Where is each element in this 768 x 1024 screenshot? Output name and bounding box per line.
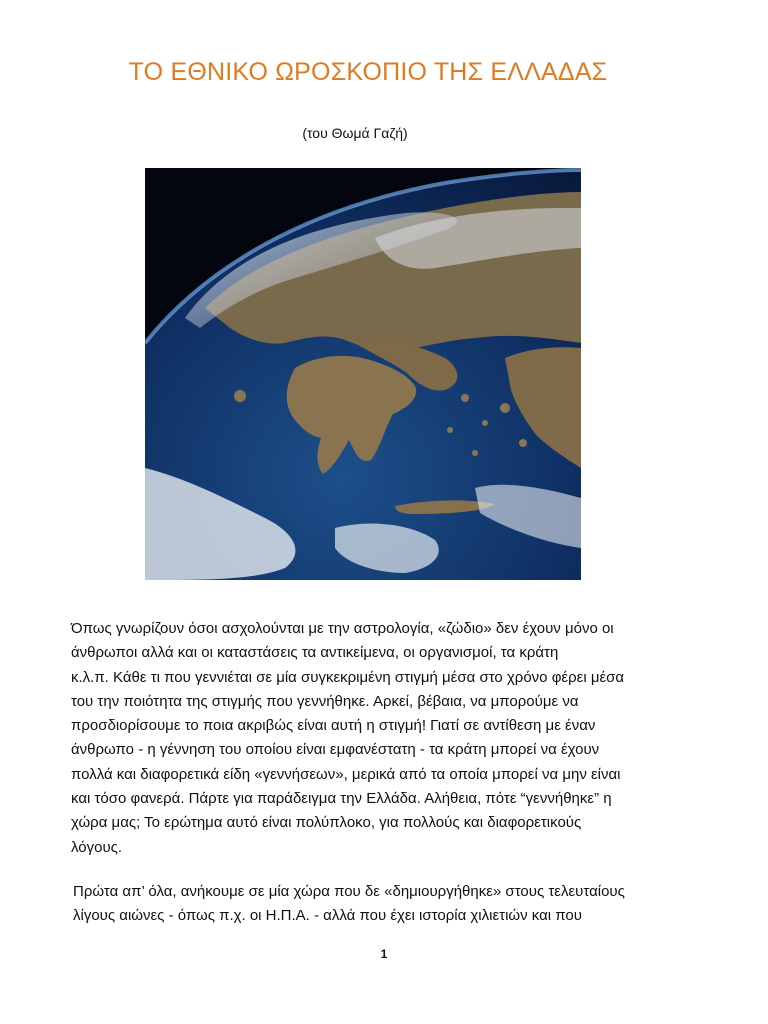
document-title: ΤΟ ΕΘΝΙΚΟ ΩΡΟΣΚΟΠΙΟ ΤΗΣ ΕΛΛΑΔΑΣ	[128, 58, 608, 86]
author-line: (του Θωμά Γαζή)	[302, 125, 408, 141]
satellite-photo-greece	[145, 168, 581, 580]
paragraph-2	[73, 880, 713, 929]
paragraph-line: του την ποιότητα της στιγμής που γεννήθηκε. Αρκεί, βέβαια, να μπορούμε να	[71, 692, 579, 710]
paragraph-line: λόγους.	[71, 838, 123, 856]
paragraph-line: άνθρωποι αλλά και οι καταστάσεις τα αντικείμενα, οι οργανισμοί, τα κράτη	[71, 644, 559, 662]
paragraph-line: Πρώτα απ’ όλα, ανήκουμε σε μία χώρα που δε «δημιουργήθηκε» στους τελευταίους	[73, 883, 625, 900]
paragraph-line: άνθρωπο - η γέννηση του οποίου είναι εμφανέστατη - τα κράτη μπορεί να έχουν	[71, 741, 600, 759]
paragraph-line: προσδιορίσουμε το ποια ακριβώς είναι αυτή η στιγμή! Γιατί σε αντίθεση με έναν	[71, 717, 596, 735]
paragraph-line: λίγους αιώνες - όπως π.χ. οι Η.Π.Α. - αλλά που έχει ιστορία χιλιετιών και που	[73, 907, 582, 925]
paragraph-line: και τόσο φανερά. Πάρτε για παράδειγμα την Ελλάδα. Αλήθεια, πότε “γεννήθηκε” η	[71, 790, 612, 808]
page-number: 1	[380, 947, 388, 961]
paragraph-line: χώρα μας; Το ερώτημα αυτό είναι πολύπλοκο, για πολλούς και διαφορετικούς	[71, 814, 582, 832]
paragraph-line: κ.λ.π. Κάθε τι που γεννιέται σε μία συγκεκριμένη στιγμή μέσα στο χρόνο φέρει μέσα	[71, 668, 625, 686]
paragraph-line: Όπως γνωρίζουν όσοι ασχολούνται με την αστρολογία, «ζώδιο» δεν έχουν μόνο οι	[71, 620, 614, 637]
paragraph-line: πολλά και διαφορετικά είδη «γεννήσεων», μερικά από τα οποία μπορεί να μην είναι	[71, 765, 621, 783]
paragraph-1	[71, 617, 711, 860]
